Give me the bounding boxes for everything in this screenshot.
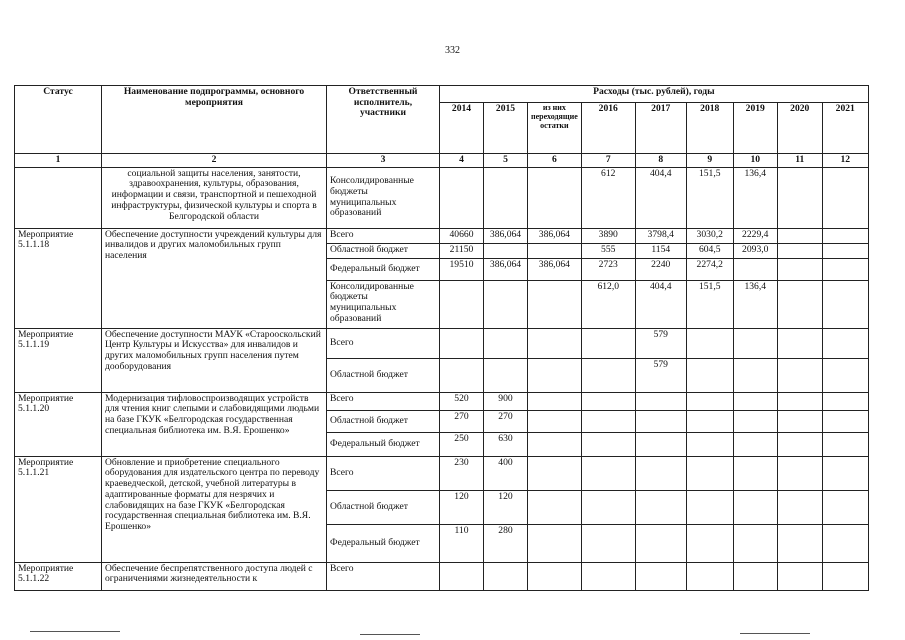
value-cell bbox=[686, 358, 733, 392]
header-year: 2021 bbox=[822, 103, 868, 154]
value-cell: 280 bbox=[484, 524, 528, 562]
value-cell bbox=[440, 562, 484, 590]
value-cell bbox=[528, 243, 582, 258]
value-cell bbox=[777, 410, 822, 432]
value-cell bbox=[581, 358, 635, 392]
value-cell bbox=[528, 410, 582, 432]
value-cell bbox=[822, 524, 868, 562]
value-cell bbox=[733, 524, 777, 562]
value-cell bbox=[686, 562, 733, 590]
value-cell bbox=[686, 410, 733, 432]
value-cell bbox=[528, 167, 582, 228]
value-cell bbox=[733, 562, 777, 590]
value-cell bbox=[822, 392, 868, 410]
value-cell: 555 bbox=[581, 243, 635, 258]
budget-table bbox=[14, 85, 869, 591]
value-cell bbox=[528, 432, 582, 456]
value-cell bbox=[528, 280, 582, 328]
header-year: 2016 bbox=[581, 103, 635, 154]
value-cell bbox=[581, 490, 635, 524]
value-cell: 120 bbox=[440, 490, 484, 524]
value-cell bbox=[822, 410, 868, 432]
value-cell bbox=[777, 258, 822, 280]
responsible-cell: Всего bbox=[327, 392, 440, 410]
value-cell bbox=[822, 358, 868, 392]
header-carryover: из них переходящие остатки bbox=[528, 103, 582, 154]
value-cell: 120 bbox=[484, 490, 528, 524]
value-cell bbox=[440, 167, 484, 228]
column-number: 10 bbox=[733, 154, 777, 168]
value-cell: 3890 bbox=[581, 228, 635, 243]
value-cell bbox=[822, 490, 868, 524]
value-cell: 630 bbox=[484, 432, 528, 456]
value-cell bbox=[733, 490, 777, 524]
column-number: 1 bbox=[15, 154, 102, 168]
value-cell bbox=[686, 490, 733, 524]
header-name: Наименование подпрограммы, основного мероприятия bbox=[102, 86, 327, 154]
value-cell: 270 bbox=[484, 410, 528, 432]
value-cell bbox=[440, 280, 484, 328]
value-cell bbox=[635, 456, 686, 490]
value-cell bbox=[581, 328, 635, 358]
value-cell: 151,5 bbox=[686, 280, 733, 328]
value-cell bbox=[777, 328, 822, 358]
value-cell bbox=[581, 432, 635, 456]
responsible-cell: Консолидированные бюджеты муниципальных образований bbox=[327, 167, 440, 228]
value-cell bbox=[686, 524, 733, 562]
value-cell: 386,064 bbox=[484, 228, 528, 243]
value-cell bbox=[635, 432, 686, 456]
value-cell: 386,064 bbox=[528, 228, 582, 243]
value-cell: 136,4 bbox=[733, 167, 777, 228]
column-number: 7 bbox=[581, 154, 635, 168]
value-cell: 2093,0 bbox=[733, 243, 777, 258]
value-cell bbox=[822, 562, 868, 590]
value-cell bbox=[777, 490, 822, 524]
value-cell: 3030,2 bbox=[686, 228, 733, 243]
value-cell bbox=[733, 328, 777, 358]
measure-name-cell: Обновление и приобретение специального оборудования для издательского центра по переводу краеведческой, детской, учебной литературы в адаптированные форматы для незрячих и слабовидящих на базе ГКУК «Белгородская государственная специальная библиотека им. В.Я. Ерошенко» bbox=[102, 456, 327, 562]
value-cell: 136,4 bbox=[733, 280, 777, 328]
status-cell: Мероприятие 5.1.1.21 bbox=[15, 456, 102, 562]
value-cell: 2240 bbox=[635, 258, 686, 280]
value-cell: 270 bbox=[440, 410, 484, 432]
value-cell bbox=[777, 562, 822, 590]
status-cell: Мероприятие 5.1.1.19 bbox=[15, 328, 102, 392]
value-cell bbox=[822, 228, 868, 243]
value-cell: 2274,2 bbox=[686, 258, 733, 280]
value-cell: 151,5 bbox=[686, 167, 733, 228]
responsible-cell: Областной бюджет bbox=[327, 243, 440, 258]
value-cell bbox=[733, 410, 777, 432]
table-row bbox=[15, 456, 869, 490]
value-cell bbox=[822, 456, 868, 490]
value-cell bbox=[777, 392, 822, 410]
value-cell: 21150 bbox=[440, 243, 484, 258]
value-cell bbox=[686, 456, 733, 490]
value-cell bbox=[686, 328, 733, 358]
value-cell bbox=[484, 280, 528, 328]
status-cell bbox=[15, 167, 102, 228]
value-cell: 604,5 bbox=[686, 243, 733, 258]
value-cell bbox=[484, 562, 528, 590]
value-cell bbox=[822, 258, 868, 280]
value-cell bbox=[528, 328, 582, 358]
value-cell: 250 bbox=[440, 432, 484, 456]
value-cell: 579 bbox=[635, 328, 686, 358]
column-number: 8 bbox=[635, 154, 686, 168]
value-cell: 19510 bbox=[440, 258, 484, 280]
column-number: 2 bbox=[102, 154, 327, 168]
table-row bbox=[15, 392, 869, 410]
value-cell bbox=[581, 524, 635, 562]
header-year: 2018 bbox=[686, 103, 733, 154]
header-year: 2015 bbox=[484, 103, 528, 154]
value-cell bbox=[822, 328, 868, 358]
responsible-cell: Федеральный бюджет bbox=[327, 432, 440, 456]
value-cell: 40660 bbox=[440, 228, 484, 243]
value-cell bbox=[635, 490, 686, 524]
responsible-cell: Всего bbox=[327, 456, 440, 490]
value-cell bbox=[777, 167, 822, 228]
value-cell bbox=[733, 432, 777, 456]
value-cell bbox=[686, 432, 733, 456]
value-cell: 230 bbox=[440, 456, 484, 490]
value-cell bbox=[581, 456, 635, 490]
value-cell bbox=[484, 243, 528, 258]
value-cell bbox=[528, 562, 582, 590]
scan-artifact bbox=[740, 633, 810, 634]
responsible-cell: Федеральный бюджет bbox=[327, 258, 440, 280]
value-cell: 404,4 bbox=[635, 280, 686, 328]
value-cell bbox=[581, 562, 635, 590]
value-cell bbox=[822, 167, 868, 228]
status-cell: Мероприятие 5.1.1.20 bbox=[15, 392, 102, 456]
value-cell bbox=[484, 358, 528, 392]
value-cell bbox=[777, 524, 822, 562]
value-cell bbox=[484, 328, 528, 358]
value-cell: 386,064 bbox=[528, 258, 582, 280]
header-expenses: Расходы (тыс. рублей), годы bbox=[440, 86, 869, 103]
value-cell bbox=[581, 410, 635, 432]
value-cell: 520 bbox=[440, 392, 484, 410]
column-number: 4 bbox=[440, 154, 484, 168]
value-cell bbox=[822, 432, 868, 456]
scan-artifact bbox=[360, 634, 420, 635]
value-cell bbox=[686, 392, 733, 410]
value-cell: 2229,4 bbox=[733, 228, 777, 243]
value-cell bbox=[733, 258, 777, 280]
page-number: 332 bbox=[445, 45, 460, 56]
responsible-cell: Консолидированные бюджеты муниципальных образований bbox=[327, 280, 440, 328]
value-cell: 400 bbox=[484, 456, 528, 490]
column-number: 12 bbox=[822, 154, 868, 168]
value-cell bbox=[777, 432, 822, 456]
column-number: 6 bbox=[528, 154, 582, 168]
value-cell bbox=[635, 524, 686, 562]
value-cell: 612,0 bbox=[581, 280, 635, 328]
header-year: 2014 bbox=[440, 103, 484, 154]
value-cell bbox=[528, 490, 582, 524]
value-cell bbox=[777, 280, 822, 328]
value-cell: 612 bbox=[581, 167, 635, 228]
value-cell bbox=[635, 392, 686, 410]
value-cell: 900 bbox=[484, 392, 528, 410]
header-year: 2020 bbox=[777, 103, 822, 154]
column-number-row bbox=[15, 154, 869, 168]
column-number: 3 bbox=[327, 154, 440, 168]
value-cell: 1154 bbox=[635, 243, 686, 258]
header-status: Статус bbox=[15, 86, 102, 154]
scan-artifact bbox=[30, 631, 120, 632]
responsible-cell: Всего bbox=[327, 328, 440, 358]
measure-name-cell: социальной защиты населения, занятости, здравоохранения, культуры, образования, информации и связи, транспортной и пешеходной инфраструктуры, физической культуры и спорта в Белгородской области bbox=[102, 167, 327, 228]
value-cell bbox=[635, 562, 686, 590]
value-cell bbox=[822, 243, 868, 258]
value-cell bbox=[581, 392, 635, 410]
table-row bbox=[15, 328, 869, 358]
value-cell bbox=[440, 328, 484, 358]
column-number: 5 bbox=[484, 154, 528, 168]
value-cell: 3798,4 bbox=[635, 228, 686, 243]
header-year: 2019 bbox=[733, 103, 777, 154]
measure-name-cell: Обеспечение доступности учреждений культуры для инвалидов и других маломобильных групп населения bbox=[102, 228, 327, 328]
value-cell bbox=[528, 524, 582, 562]
value-cell: 2723 bbox=[581, 258, 635, 280]
status-cell: Мероприятие 5.1.1.22 bbox=[15, 562, 102, 590]
column-number: 11 bbox=[777, 154, 822, 168]
measure-name-cell: Модернизация тифловоспроизводящих устройств для чтения книг слепыми и слабовидящими людьми на базе ГКУК «Белгородская государственная специальная библиотека им. В.Я. Ерошенко» bbox=[102, 392, 327, 456]
value-cell bbox=[777, 456, 822, 490]
responsible-cell: Областной бюджет bbox=[327, 490, 440, 524]
responsible-cell: Областной бюджет bbox=[327, 358, 440, 392]
measure-name-cell: Обеспечение доступности МАУК «Старооскольский Центр Культуры и Искусства» для инвалидов и других маломобильных групп населения путем дооборудования bbox=[102, 328, 327, 392]
value-cell bbox=[777, 243, 822, 258]
value-cell bbox=[528, 392, 582, 410]
header-year: 2017 bbox=[635, 103, 686, 154]
value-cell bbox=[440, 358, 484, 392]
table-row bbox=[15, 562, 869, 590]
table-row bbox=[15, 228, 869, 243]
value-cell bbox=[733, 456, 777, 490]
value-cell: 404,4 bbox=[635, 167, 686, 228]
column-number: 9 bbox=[686, 154, 733, 168]
value-cell: 110 bbox=[440, 524, 484, 562]
value-cell bbox=[777, 228, 822, 243]
value-cell bbox=[822, 280, 868, 328]
value-cell bbox=[777, 358, 822, 392]
value-cell: 386,064 bbox=[484, 258, 528, 280]
status-cell: Мероприятие 5.1.1.18 bbox=[15, 228, 102, 328]
value-cell bbox=[528, 456, 582, 490]
value-cell bbox=[484, 167, 528, 228]
header-responsible: Ответственный исполнитель, участники bbox=[327, 86, 440, 154]
value-cell bbox=[733, 392, 777, 410]
value-cell bbox=[733, 358, 777, 392]
responsible-cell: Областной бюджет bbox=[327, 410, 440, 432]
responsible-cell: Всего bbox=[327, 562, 440, 590]
value-cell: 579 bbox=[635, 358, 686, 392]
value-cell bbox=[635, 410, 686, 432]
measure-name-cell: Обеспечение беспрепятственного доступа людей с ограничениями жизнедеятельности к bbox=[102, 562, 327, 590]
value-cell bbox=[528, 358, 582, 392]
table-row bbox=[15, 167, 869, 228]
responsible-cell: Федеральный бюджет bbox=[327, 524, 440, 562]
responsible-cell: Всего bbox=[327, 228, 440, 243]
